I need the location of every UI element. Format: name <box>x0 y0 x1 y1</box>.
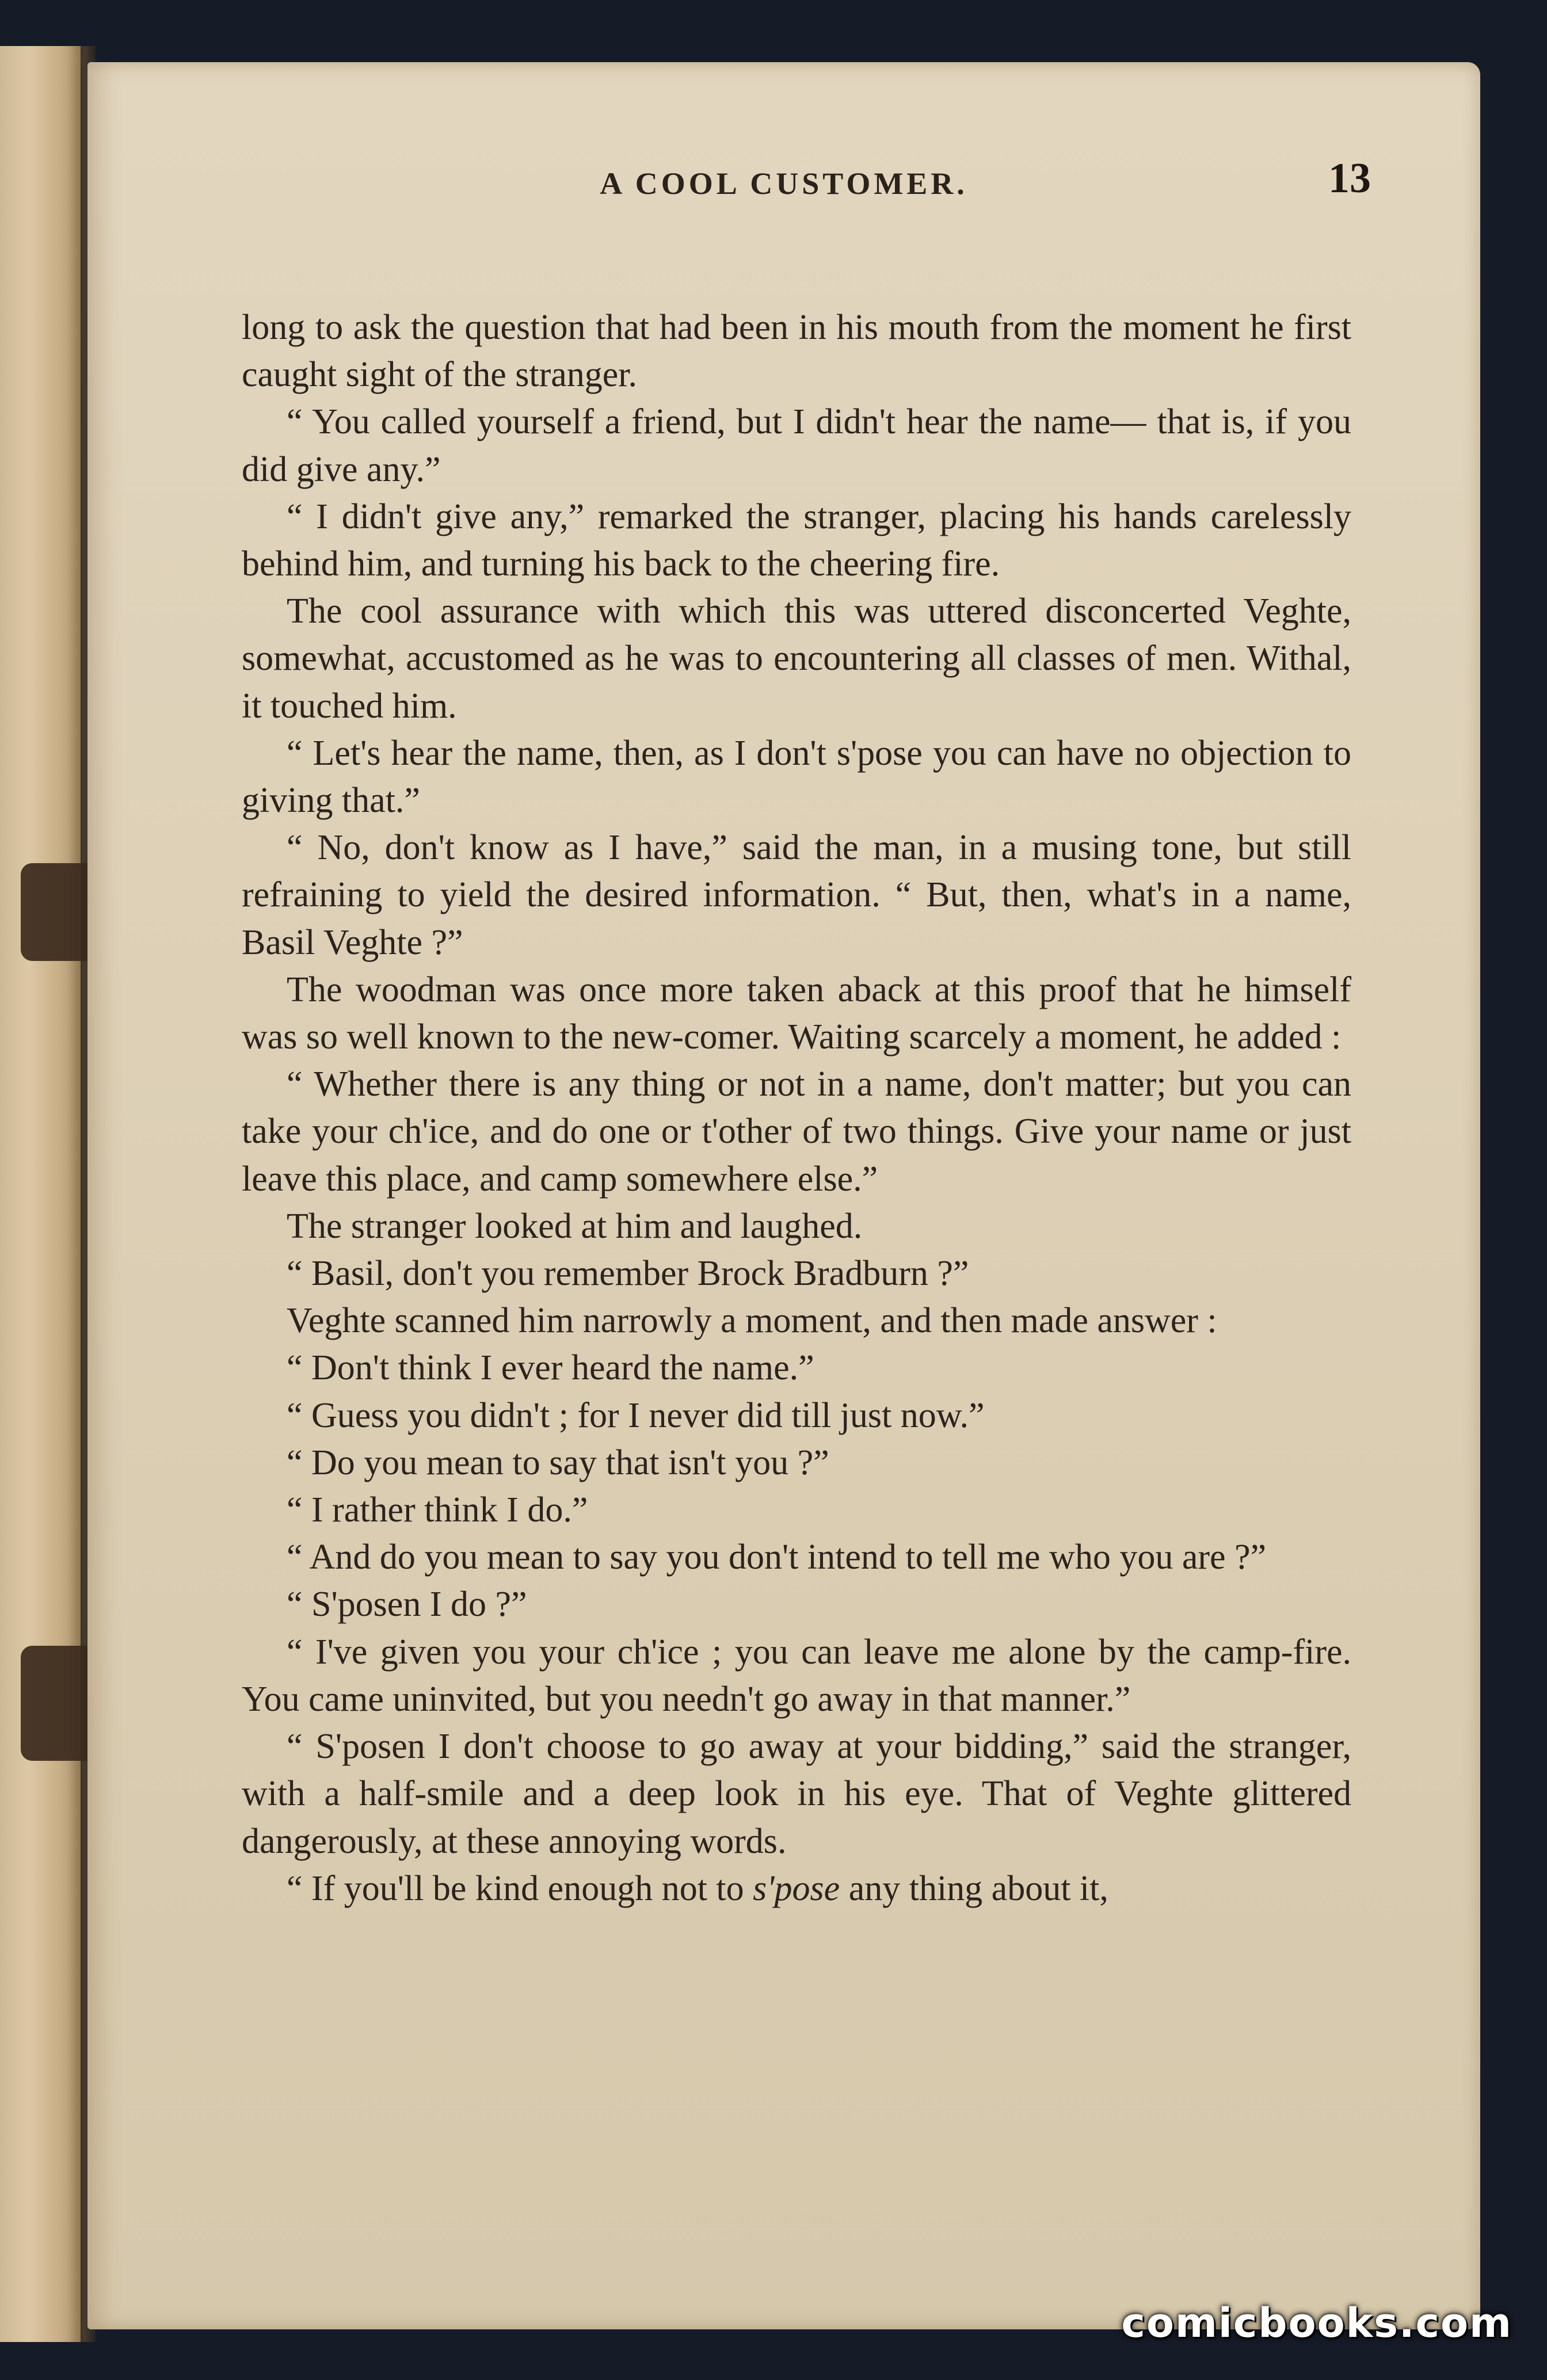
paragraph-last-line <box>242 1865 1351 1912</box>
paragraph: long to ask the question that had been in his mouth from the moment he first caught sight of the stranger. <box>242 308 1351 395</box>
running-title: A COOL CUSTOMER. <box>600 166 968 201</box>
paragraph: “ S'posen I do ?” <box>287 1585 527 1624</box>
site-watermark: comicbooks.com <box>1121 2299 1512 2347</box>
paragraph: “ And do you mean to say you don't intend to tell me who you are ?” <box>287 1538 1267 1577</box>
italic-word: s'pose <box>753 1868 840 1908</box>
paragraph: “ Guess you didn't ; for I never did till just now.” <box>287 1395 985 1435</box>
paragraph: The cool assurance with which this was uttered disconcerted Veghte, somewhat, accustomed as he was to encountering all classes of men. Withal, it touched him. <box>242 592 1351 726</box>
paragraph: “ I rather think I do.” <box>287 1490 588 1530</box>
paragraph: The woodman was once more taken aback at this proof that he himself was so well known to the new-comer. Waiting scarcely a moment, he added : <box>242 970 1351 1057</box>
paragraph: “ I didn't give any,” remarked the stranger, placing his hands carelessly behind him, and turning his back to the cheering fire. <box>242 497 1351 584</box>
paragraph: “ Whether there is any thing or not in a name, don't matter; but you can take your ch'ice, and do one or t'other of two things. Give your name or just leave this place, and camp somewhere else.” <box>242 1065 1351 1199</box>
paragraph: “ You called yourself a friend, but I didn't hear the name— that is, if you did give any.” <box>242 402 1351 489</box>
paragraph: “ Let's hear the name, then, as I don't s'pose you can have no objection to giving that.” <box>242 733 1351 821</box>
paragraph: “ Basil, don't you remember Brock Bradburn ?” <box>287 1254 969 1294</box>
paragraph: “ No, don't know as I have,” said the man, in a musing tone, but still refraining to yield the desired information. “ But, then, what's in a name, Basil Veghte ?” <box>242 828 1351 962</box>
book-page <box>87 62 1480 2329</box>
paragraph: “ I've given you your ch'ice ; you can leave me alone by the camp-fire. You came uninvited, but you needn't go away in that manner.” <box>242 1632 1351 1719</box>
paragraph: “ S'posen I don't choose to go away at your bidding,” said the stranger, with a half-smile and a deep look in his eye. That of Veghte glittered dangerously, at these annoying words. <box>242 1727 1351 1861</box>
text-run: “ If you'll be kind enough not to <box>287 1868 753 1908</box>
paragraph: “ Do you mean to say that isn't you ?” <box>287 1443 829 1482</box>
page-number: 13 <box>1328 155 1371 202</box>
paragraph: “ Don't think I ever heard the name.” <box>287 1348 814 1388</box>
text-run: any thing about it, <box>840 1868 1108 1908</box>
body-text <box>242 304 1351 1912</box>
paragraph: The stranger looked at him and laughed. <box>287 1206 863 1246</box>
paragraph: Veghte scanned him narrowly a moment, and then made answer : <box>287 1301 1217 1341</box>
